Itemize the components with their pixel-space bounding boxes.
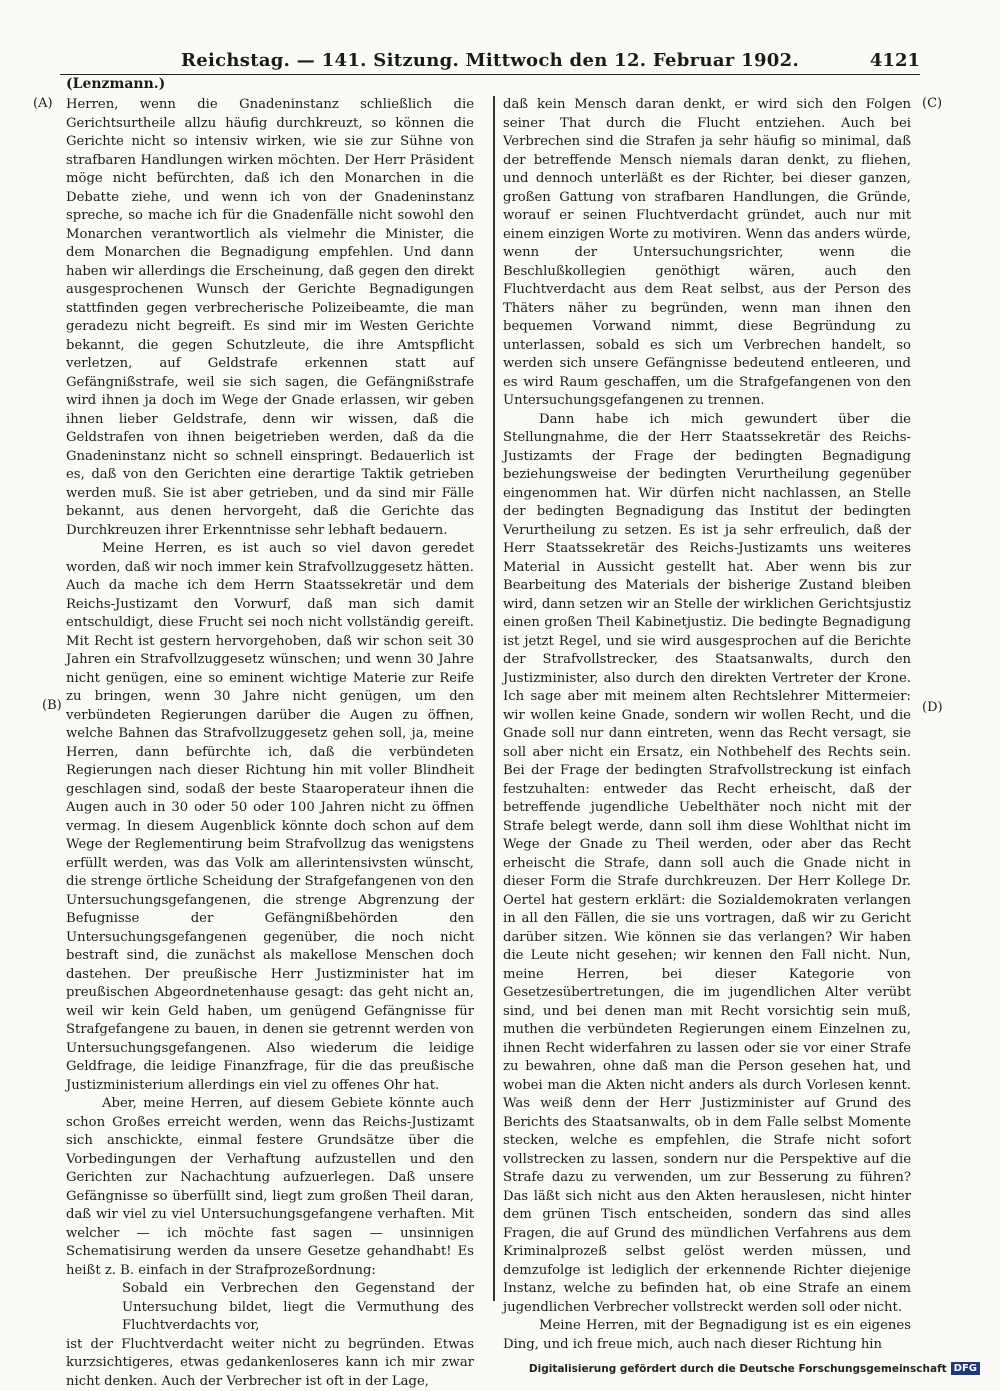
speaker-name: (Lenzmann.) — [66, 76, 165, 92]
paragraph: Meine Herren, es ist auch so viel davon geredet worden, daß wir noch immer kein Strafvollzuggesetz hätten. Auch da mache ich dem Herrn Staatssekretär und dem Reichs-Justizamt den Vorwurf, daß man sich damit entschuldigt, diese Frucht sei noch nicht vollständig gereift. Mit Recht ist gestern hervorgehoben, daß wir schon seit 30 Jahren ein Strafvollzuggesetz wünschen; und wenn 30 Jahre nicht genügen, eine so eminent wichtige Materie zur Reife zu bringen, wenn 30 Jahre nicht genügen, um den verbündeten Regierungen darüber die Augen zu öffnen, welche Bahnen das Strafvollzuggesetz gehen soll, ja, meine Herren, dann befürchte ich, daß die verbündeten Regierungen nach dieser Richtung hin mit voller Blindheit geschlagen sind, sodaß der beste Staaroperateur ihnen die Augen auch in 30 oder 50 oder 100 Jahren nicht zu öffnen vermag. In diesem Augenblick könnte doch schon auf dem Wege der Reglementirung beim Strafvollzug das wenigstens erfüllt werden, was das Volk am allerintensivsten wünscht, die strenge örtliche Scheidung der Strafgefangenen von den Untersuchungsgefangenen, die strenge Abgrenzung der Befugnisse der Gefängnißbehörden den Untersuchungsgefangenen gegenüber, die noch nicht bestraft sind, die zunächst als makellose Menschen doch dastehen. Der preußische Herr Justizminister hat im preußischen Abgeordnetenhause gesagt: das geht nicht an, weil wir kein Geld haben, um genügend Gefängnisse für Strafgefangene zu bauen, in denen sie getrennt werden von Untersuchungsgefangenen. Also wiederum die leidige Geldfrage, die leidige Finanzfrage, für die das preußische Justizministerium allerdings ein viel zu offenes Ohr hat. — [66, 540, 474, 1095]
page-number: 4121 — [870, 50, 920, 71]
margin-marker-b: (B) — [42, 698, 62, 713]
margin-marker-c: (C) — [922, 96, 942, 111]
paragraph: Dann habe ich mich gewundert über die Stellungnahme, die der Herr Staatssekretär des Reichs-Justizamts der Frage der bedingten Begnadigung beziehungsweise der bedingten Verurtheilung gegenüber eingenommen hat. Wir dürfen nicht nachlassen, an Stelle der bedingten Begnadigung das Institut der bedingten Verurtheilung zu setzen. Es ist ja sehr erfreulich, daß der Herr Staatssekretär des Reichs-Justizamts uns weiteres Material in Aussicht gestellt hat. Aber wenn bis zur Bearbeitung des Materials der bisherige Zustand bleiben wird, dann setzen wir an Stelle der wirklichen Gerichtsjustiz einen großen Theil Kabinetjustiz. Die bedingte Begnadigung ist jetzt Regel, und sie wird ausgesprochen auf die Berichte der Strafvollstrecker, des Staatsanwalts, durch den Justizminister, also durch den direkten Vertreter der Krone. Ich sage aber mit meinem alten Rechtslehrer Mittermeier: wir wollen keine Gnade, sondern wir wollen Recht, und die Gnade soll nur dann eintreten, wenn das Recht versagt, sie soll aber nicht ein Ersatz, ein Nothbehelf des Rechts sein. Bei der Frage der bedingten Strafvollstreckung ist einfach festzuhalten: entweder das Recht erheischt, daß der betreffende jugendliche Uebelthäter noch nicht mit der Strafe belegt werde, dann soll ihm diese Wohlthat nicht im Wege der Gnade zu Theil werden, oder aber das Recht erheischt die Strafe, dann soll auch die Gnade nicht in dieser Form die Strafe durchkreuzen. Der Herr Kollege Dr. Oertel hat gestern erklärt: die Sozialdemokraten verlangen in all den Fällen, die sie uns vortragen, daß wir zu Gericht darüber sitzen. Wie können sie das verlangen? Wir haben die Leute nicht gesehen; wir kennen den Fall nicht. Nun, meine Herren, bei dieser Kategorie von Gesetzesübertretungen, die im jugendlichen Alter verübt sind, und bei denen man mit Recht vorsichtig sein muß, muthen die verbündeten Regierungen einem Einzelnen zu, ihnen Recht widerfahren zu lassen oder sie vor einer Strafe zu bewahren, ohne daß man die Person gesehen hat, und wobei man die Akten nicht anders als durch Vorlesen kennt. Was weiß denn der Herr Justizminister auf Grund des Berichts des Staatsanwalts, ob in dem Falle selbst Momente stecken, welche es empfehlen, die Strafe nicht sofort vollstrecken zu lassen, sondern nur die Perspektive auf die Strafe dazu zu verwenden, um zur Besserung zu führen? Das läßt sich nicht aus den Akten herauslesen, nicht hinter dem grünen Tisch entscheiden, sondern das sind alles Fragen, die auf Grund des mündlichen Verfahrens aus dem Kriminalprozeß selbst gelöst werden müssen, und demzufolge ist lediglich der erkennende Richter diejenige Instanz, welche zu befinden hat, ob eine Strafe an einem jugendlichen Verbrecher vollstreckt werden soll oder nicht. — [503, 411, 911, 1318]
paragraph: daß kein Mensch daran denkt, er wird sich den Folgen seiner That durch die Flucht entziehen. Auch bei Verbrechen sind die Strafen ja sehr häufig so minimal, daß der betreffende Mensch niemals daran denkt, zu fliehen, und dennoch unterläßt es der Richter, bei dieser ganzen, großen Gattung von strafbaren Handlungen, die Gründe, worauf er seinen Fluchtverdacht gründet, auch nur mit einem einzigen Worte zu motiviren. Wenn das anders würde, wenn der Untersuchungsrichter, wenn die Beschlußkollegien genöthigt wären, auch den Fluchtverdacht aus dem Reat selbst, aus der Person des Thäters näher zu begründen, wenn man ihnen den bequemen Vorwand nimmt, diese Begründung zu unterlassen, sobald es sich um Verbrechen handelt, so werden sich unsere Gefängnisse bedeutend entleeren, und es wird Raum geschaffen, um die Strafgefangenen von den Untersuchungsgefangenen zu trennen. — [503, 96, 911, 411]
footer-text: Digitalisierung gefördert durch die Deutsche Forschungsgemeinschaft — [529, 1363, 947, 1375]
paragraph: ist der Fluchtverdacht weiter nicht zu begründen. Etwas kurzsichtigeres, etwas gedankenloseres kann ich mir zwar nicht denken. Auch der Verbrecher ist oft in der Lage, — [66, 1336, 474, 1391]
margin-marker-a: (A) — [33, 96, 53, 111]
footer-credit — [529, 1362, 980, 1375]
dfg-logo: DFG — [951, 1362, 980, 1375]
margin-marker-d: (D) — [922, 700, 943, 715]
paragraph: Herren, wenn die Gnadeninstanz schließlich die Gerichtsurtheile allzu häufig durchkreuzt, so können die Gerichte nicht so intensiv wirken, wie sie zur Sühne von strafbaren Handlungen wirken möchten. Der Herr Präsident möge nicht befürchten, daß ich den Monarchen in die Debatte ziehe, und wenn ich von der Gnadeninstanz spreche, so mache ich für die Gnadenfälle nicht sowohl den Monarchen verantwortlich als vielmehr die Minister, die dem Monarchen die Begnadigung empfehlen. Und dann haben wir allerdings die Erscheinung, daß gegen den direkt ausgesprochenen Wunsch der Gerichte Begnadigungen stattfinden gegen verbrecherische Polizeibeamte, die man geradezu nicht begreift. Es sind mir im Westen Gerichte bekannt, die gegen Schutzleute, die ihre Amtspflicht verletzen, auf Geldstrafe erkennen statt auf Gefängnißstrafe, weil sie sich sagen, die Gefängnißstrafe wird ihnen ja doch im Wege der Gnade erlassen, wir geben ihnen lieber Geldstrafe, denn wir wissen, daß die Geldstrafen von ihnen beigetrieben werden, daß da die Gnadeninstanz nicht so schnell einspringt. Bedauerlich ist es, daß von den Gerichten eine derartige Taktik getrieben werden muß. Sie ist aber getrieben, und da sind mir Fälle bekannt, aus denen hervorgeht, daß die Gerichte das Durchkreuzen ihrer Erkenntnisse sehr lebhaft bedauern. — [66, 96, 474, 540]
page-header — [60, 48, 920, 75]
paragraph: Aber, meine Herren, auf diesem Gebiete könnte auch schon Großes erreicht werden, wenn das Reichs-Justizamt sich anschickte, einmal festere Grundsätze über die Vorbedingungen der Verhaftung aufzustellen und den Gerichten zur Nachachtung aufzuerlegen. Daß unsere Gefängnisse so überfüllt sind, liegt zum großen Theil daran, daß wir viel zu viel Untersuchungsgefangene verhaften. Mit welcher — ich möchte fast sagen — unsinnigen Schematisirung werden da unsere Gesetze gehandhabt! Es heißt z. B. einfach in der Strafprozeßordnung: — [66, 1095, 474, 1280]
running-head-title: Reichstag. — 141. Sitzung. Mittwoch den 12. Februar 1902. — [60, 50, 920, 71]
left-column — [66, 96, 474, 1301]
block-quote: Sobald ein Verbrechen den Gegenstand der Untersuchung bildet, liegt die Vermuthung des Fluchtverdachts vor, — [66, 1280, 474, 1336]
paragraph: Meine Herren, mit der Begnadigung ist es ein eigenes Ding, und ich freue mich, auch nach dieser Richtung hin — [503, 1317, 911, 1354]
column-divider — [493, 96, 495, 1301]
right-column — [503, 96, 911, 1301]
